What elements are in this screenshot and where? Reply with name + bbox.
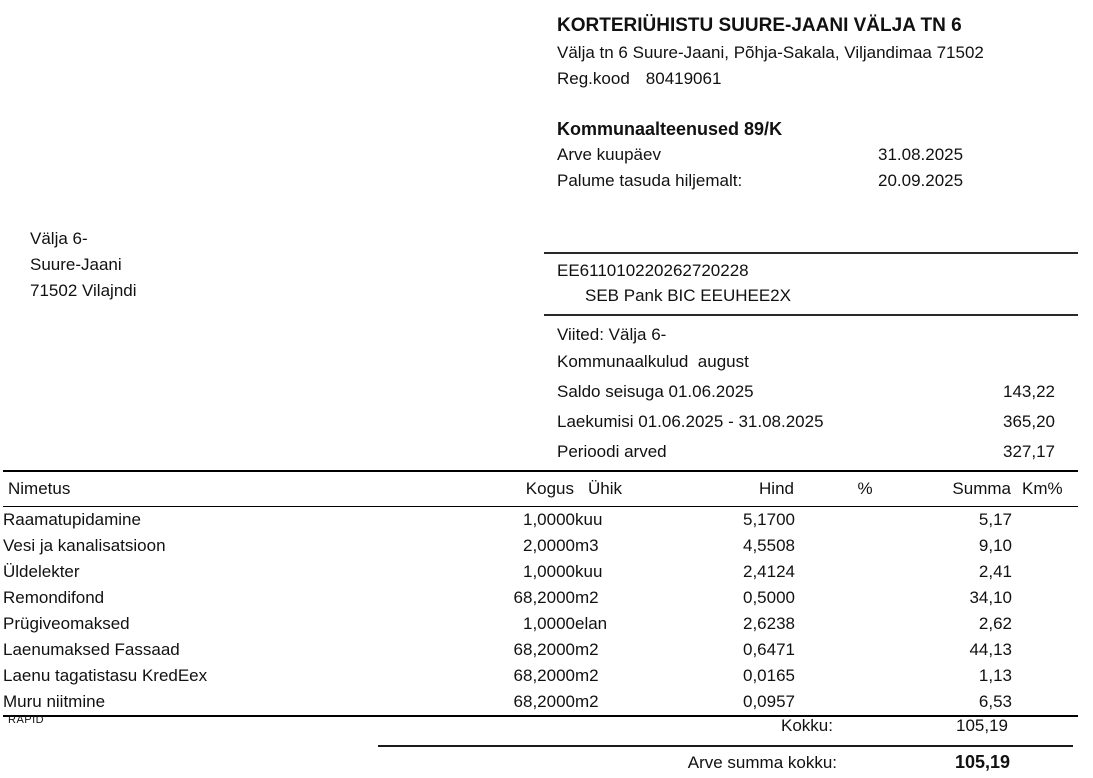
item-unit: m2 [575,666,599,685]
item-sum: 34,10 [969,588,1012,607]
items-table [3,470,1078,717]
reference-line-2: Kommunaalkulud august [557,352,749,371]
software-brand-label: RAPID [8,714,45,726]
item-name: Raamatupidamine [3,510,141,529]
item-name: Muru niitmine [3,692,106,711]
item-unit: m3 [575,536,599,555]
perioodi-label: Perioodi arved [557,442,667,461]
item-km [1012,507,1078,534]
bank-details [544,252,1078,316]
kokku-label: Kokku: [781,716,833,735]
item-sum: 2,41 [978,562,1012,581]
item-name: Laenumaksed Fassaad [3,640,180,659]
invoice-date-row [557,142,1077,168]
item-sum: 9,10 [978,536,1012,555]
item-km [1012,611,1078,637]
table-row [3,663,1078,689]
header-nimetus: Nimetus [3,471,465,507]
item-pct [795,507,935,534]
laekumisi-row [557,409,1074,435]
saldo-label: Saldo seisuga 01.06.2025 [557,382,754,401]
kokku-value: 105,19 [956,716,1008,735]
item-qty: 68,2000 [513,666,575,685]
item-unit: kuu [575,510,603,529]
item-unit: elan [575,614,608,633]
header-hind: Hind [660,471,795,507]
item-price: 2,4124 [743,562,795,581]
invoice-date-label: Arve kuupäev [557,145,661,164]
item-pct [795,689,935,716]
invoice-total-value: 105,19 [954,752,1010,772]
laekumisi-value: 365,20 [1003,412,1055,431]
item-km [1012,689,1078,716]
table-row [3,533,1078,559]
item-pct [795,611,935,637]
header-summa: Summa [935,471,1012,507]
header-percent: % [795,471,935,507]
item-sum: 2,62 [978,614,1012,633]
saldo-row [557,379,1074,405]
invoice-total-label: Arve summa kokku: [687,753,837,772]
reference-block [557,321,1074,465]
table-header-row [3,471,1078,507]
table-row [3,507,1078,534]
item-unit: m2 [575,692,599,711]
item-price: 0,0165 [743,666,795,685]
saldo-value: 143,22 [1003,382,1055,401]
item-price: 2,6238 [743,614,795,633]
item-pct [795,533,935,559]
item-qty: 68,2000 [513,588,575,607]
item-name: Laenu tagatistasu KredEex [3,666,208,685]
item-price: 5,1700 [743,510,795,529]
company-name: KORTERIÜHISTU SUURE-JAANI VÄLJA TN 6 [557,15,962,36]
invoice-due-value: 20.09.2025 [878,171,964,190]
perioodi-row [557,439,1074,465]
item-pct [795,585,935,611]
item-name: Prügiveomaksed [3,614,130,633]
item-km [1012,559,1078,585]
item-km [1012,637,1078,663]
table-row [3,559,1078,585]
item-name: Üldelekter [3,562,80,581]
header-kogus: Kogus [465,471,575,507]
recipient-line-3: 71502 Vilajndi [30,281,137,300]
header-uhik: Ühik [575,471,660,507]
item-name: Vesi ja kanalisatsioon [3,536,166,555]
item-unit: m2 [575,588,599,607]
item-qty: 2,0000 [523,536,575,555]
reg-code-label: Reg.kood [557,69,630,88]
table-row [3,689,1078,716]
total-divider-line [378,745,1073,747]
item-qty: 68,2000 [513,640,575,659]
table-row [3,611,1078,637]
item-unit: kuu [575,562,603,581]
item-unit: m2 [575,640,599,659]
item-sum: 1,13 [978,666,1012,685]
table-row [3,585,1078,611]
company-reg-row [557,66,1077,92]
invoice-meta [557,116,1077,194]
item-qty: 1,0000 [523,510,575,529]
company-header [557,12,1077,92]
item-km [1012,533,1078,559]
invoice-title: Kommunaalteenused 89/K [557,119,783,139]
item-price: 0,5000 [743,588,795,607]
item-sum: 44,13 [969,640,1012,659]
table-row [3,637,1078,663]
item-qty: 1,0000 [523,562,575,581]
item-pct [795,663,935,689]
iban: EE611010220262720228 [557,261,749,280]
item-qty: 68,2000 [513,692,575,711]
invoice-date-value: 31.08.2025 [878,145,964,164]
perioodi-value: 327,17 [1003,442,1055,461]
item-name: Remondifond [3,588,105,607]
item-pct [795,637,935,663]
recipient-address [30,226,137,304]
item-km [1012,663,1078,689]
item-price: 4,5508 [743,536,795,555]
bank-name-bic: SEB Pank BIC EEUHEE2X [585,286,791,305]
recipient-line-2: Suure-Jaani [30,255,122,274]
item-price: 0,0957 [743,692,795,711]
invoice-due-row [557,168,1077,194]
invoice-due-label: Palume tasuda hiljemalt: [557,171,743,190]
item-qty: 1,0000 [523,614,575,633]
item-sum: 5,17 [978,510,1012,529]
laekumisi-label: Laekumisi 01.06.2025 - 31.08.2025 [557,412,824,431]
header-km: Km% [1012,471,1078,507]
item-price: 0,6471 [743,640,795,659]
item-pct [795,559,935,585]
reg-code-value: 80419061 [645,69,722,88]
item-km [1012,585,1078,611]
reference-line-1: Viited: Välja 6- [557,325,667,344]
item-sum: 6,53 [978,692,1012,711]
recipient-line-1: Välja 6- [30,229,88,248]
company-address: Välja tn 6 Suure-Jaani, Põhja-Sakala, Viljandimaa 71502 [557,43,984,62]
